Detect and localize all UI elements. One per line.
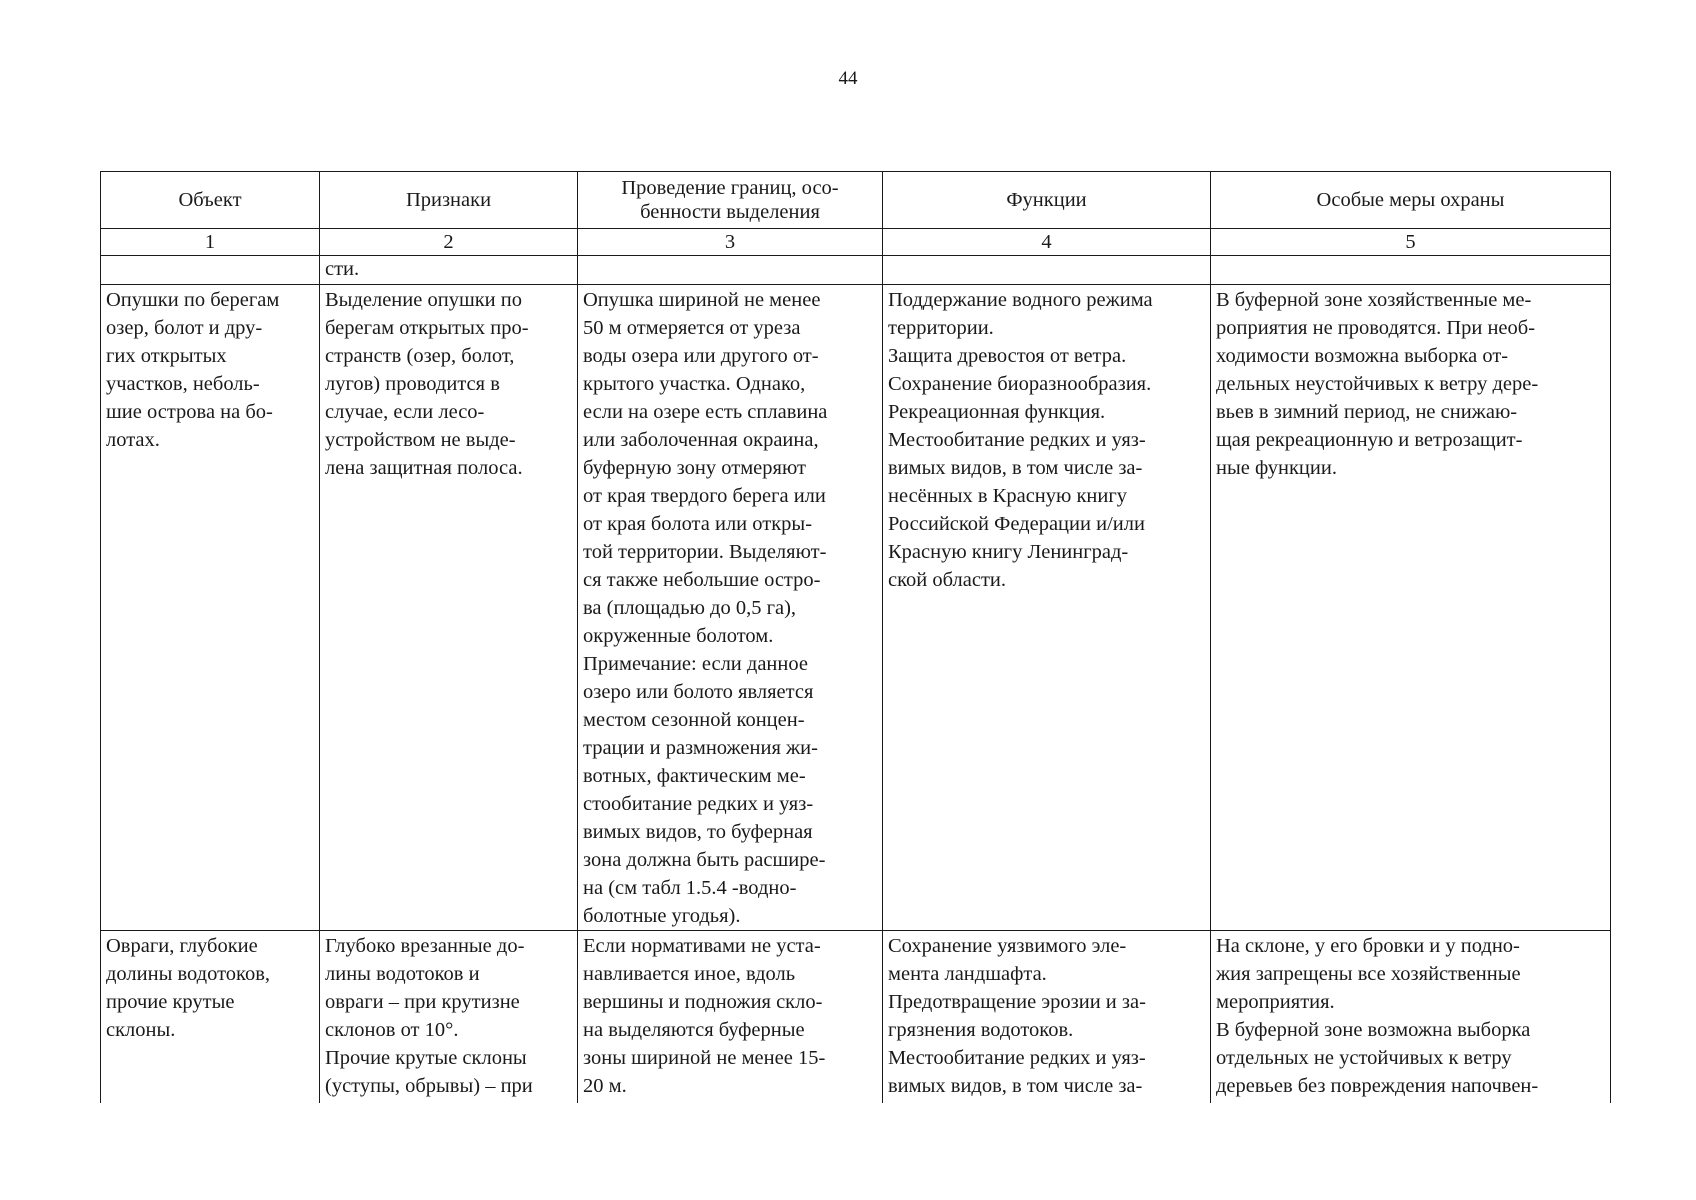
table-row [101,931,1611,1104]
column-number: 5 [1211,229,1611,256]
continuation-cell: сти. [320,256,578,285]
column-number: 4 [883,229,1211,256]
column-number-row [101,229,1611,256]
table-header-row [101,172,1611,229]
header-boundaries: Проведение границ, осо- бенности выделения [578,172,883,229]
header-object: Объект [101,172,320,229]
continuation-cell [883,256,1211,285]
cell-features: Глубоко врезанные до- лины водотоков и овраги – при крутизне склонов от 10°. Прочие крутые склоны (уступы, обрывы) – при [320,931,578,1104]
continuation-cell [1211,256,1611,285]
table-row [101,285,1611,931]
header-features: Признаки [320,172,578,229]
column-number: 2 [320,229,578,256]
column-number: 1 [101,229,320,256]
page-number: 44 [838,68,858,89]
cell-functions: Поддержание водного режима территории. Защита древостоя от ветра. Сохранение биоразнообразия. Рекреационная функция. Местообитание редких и уяз- вимых видов, в том числе за- несённых в Красную книгу Российской Федерации и/или Красную книгу Ленинград- ской области. [883,285,1211,931]
cell-object: Опушки по берегам озер, болот и дру- гих открытых участков, неболь- шие острова на бо- лотах. [101,285,320,931]
cell-boundaries: Если нормативами не уста- навливается иное, вдоль вершины и подножия скло- на выделяются буферные зоны шириной не менее 15- 20 м. [578,931,883,1104]
column-number: 3 [578,229,883,256]
header-protection: Особые меры охраны [1211,172,1611,229]
cell-protection: В буферной зоне хозяйственные ме- роприятия не проводятся. При необ- ходимости возможна выборка от- дельных неустойчивых к ветру дере- вьев в зимний период, не снижаю- щая рекреационную и ветрозащит- ные функции. [1211,285,1611,931]
cell-functions: Сохранение уязвимого эле- мента ландшафта. Предотвращение эрозии и за- грязнения водотоков. Местообитание редких и уяз- вимых видов, в том числе за- [883,931,1211,1104]
cell-protection: На склоне, у его бровки и у подно- жия запрещены все хозяйственные мероприятия. В буферной зоне возможна выборка отдельных не устойчивых к ветру деревьев без повреждения напочвен- [1211,931,1611,1104]
cell-object: Овраги, глубокие долины водотоков, прочие крутые склоны. [101,931,320,1104]
continuation-cell [101,256,320,285]
document-table [100,171,1611,1103]
continuation-row [101,256,1611,285]
header-functions: Функции [883,172,1211,229]
continuation-cell [578,256,883,285]
cell-features: Выделение опушки по берегам открытых про- странств (озер, болот, лугов) проводится в случае, если лесо- устройством не выде- лена защитная полоса. [320,285,578,931]
cell-boundaries: Опушка шириной не менее 50 м отмеряется от уреза воды озера или другого от- крытого участка. Однако, если на озере есть сплавина или заболоченная окраина, буферную зону отмеряют от края твердого берега или от края болота или откры- той территории. Выделяют- ся также небольшие остро- ва (площадью до 0,5 га), окруженные болотом. Примечание: если данное озеро или болото является местом сезонной концен- трации и размножения жи- вотных, фактическим ме- стообитание редких и уяз- вимых видов, то буферная зона должна быть расшире- на (см табл 1.5.4 -водно- болотные угодья). [578,285,883,931]
